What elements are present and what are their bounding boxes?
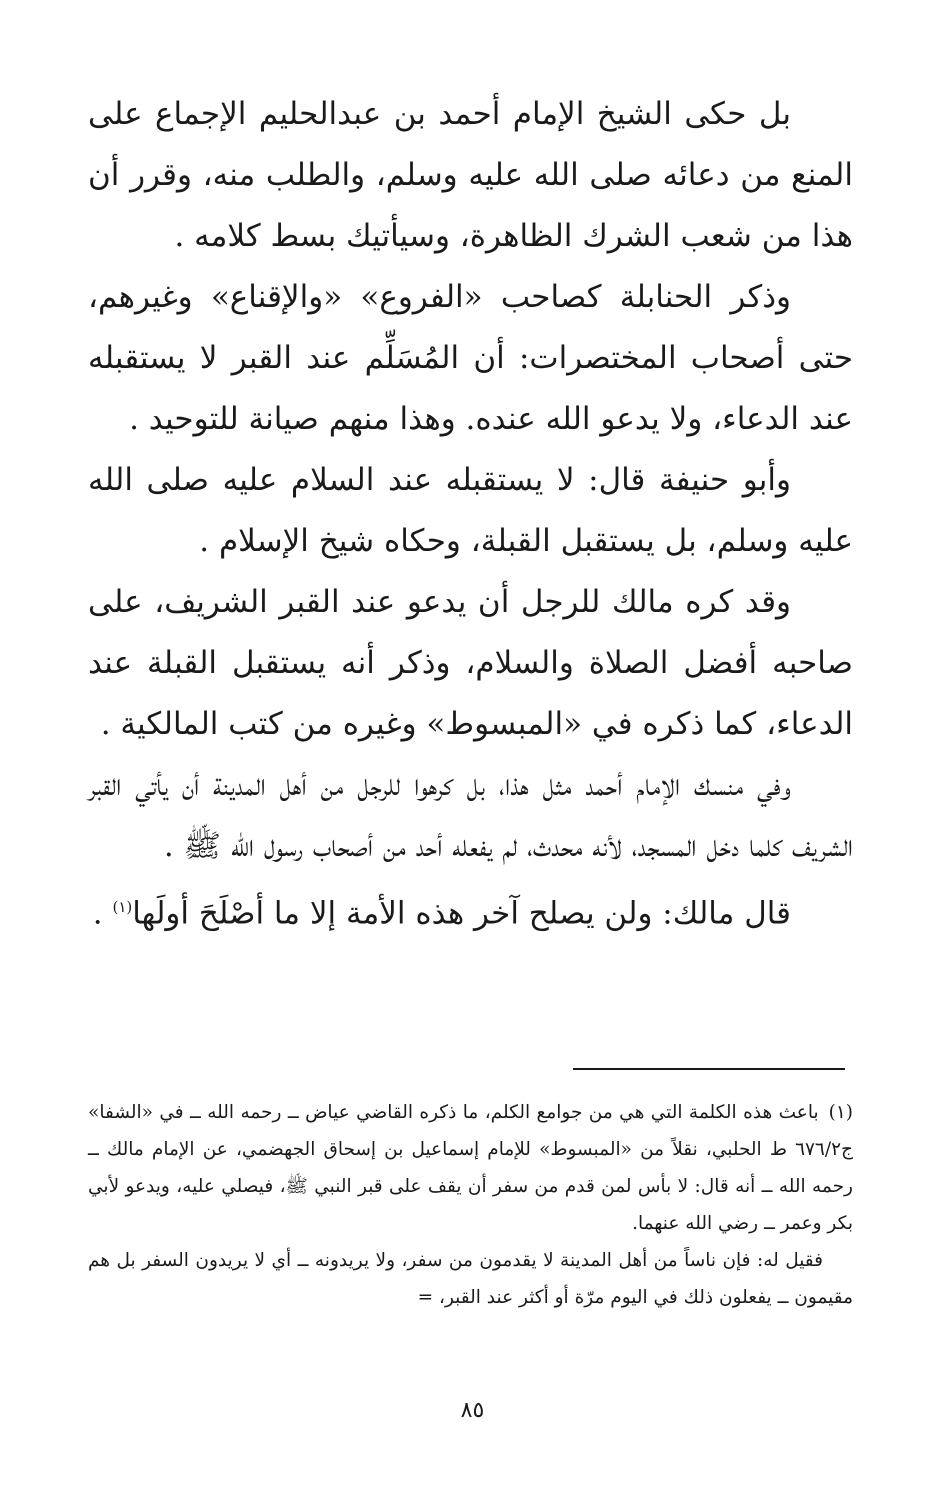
paragraph: وفي منسك الإمام أحمد مثل هذا، بل كرهوا للرجل من أهل المدينة أن يأتي القبر الشريف كلما دخل المسجد، لأنه محدث، لم يفعله أحد من أصحاب رسول الله ﷺ .: [88, 767, 853, 864]
footnote-text: باعث هذه الكلمة التي هي من جوامع الكلم، ما ذكره القاضي عياض ــ رحمه الله ــ في «الشفا» ج٦٧٦/٢ ط الحلبي، نقلاً من «المبسوط» للإمام إسماعيل بن إسحاق الجهضمي، عن الإمام مالك ــ رحمه الله ــ أنه قال: لا بأس لمن قدم من سفر أن يقف على قبر النبي ﷺ، فيصلي عليه، ويدعو لأبي بكر وعمر ــ رضي الله عنهما.: [88, 1102, 853, 1234]
footnote: [88, 1094, 853, 1242]
footnotes: [88, 1094, 853, 1316]
paragraph: وذكر الحنابلة كصاحب «الفروع» «والإقناع» وغيرهم، حتى أصحاب المختصرات: أن المُسَلِّم عند القبر لا يستقبله عند الدعاء، ولا يدعو الله عنده. وهذا منهم صيانة للتوحيد .: [88, 279, 853, 437]
footnote-continuation: فقيل له: فإن ناساً من أهل المدينة لا يقدمون من سفر، ولا يريدونه ــ أي لا يريدون السفر بل هم مقيمون ــ يفعلون ذلك في اليوم مرّة أو أكثر عند القبر، =: [88, 1250, 853, 1308]
main-text: [88, 84, 853, 944]
footnote-number: (١): [828, 1102, 853, 1123]
footnote-separator: [573, 1068, 845, 1070]
quote-text: قال مالك: ولن يصلح آخر هذه الأمة إلا ما أصْلَحَ أولَها: [132, 895, 791, 932]
malik-quote: [88, 877, 853, 944]
quote-end: .: [92, 895, 113, 932]
paragraph: بل حكى الشيخ الإمام أحمد بن عبدالحليم الإجماع على المنع من دعائه صلى الله عليه وسلم، والطلب منه، وقرر أن هذا من شعب الشرك الظاهرة، وسيأتيك بسط كلامه .: [88, 96, 853, 254]
page-number: ٨٥: [460, 1398, 485, 1423]
paragraph: وأبو حنيفة قال: لا يستقبله عند السلام عليه صلى الله عليه وسلم، بل يستقبل القبلة، وحكاه شيخ الإسلام .: [88, 462, 853, 559]
paragraph: وقد كره مالك للرجل أن يدعو عند القبر الشريف، على صاحبه أفضل الصلاة والسلام، وذكر أنه يستقبل القبلة عند الدعاء، كما ذكره في «المبسوط» وغيره من كتب المالكية .: [88, 584, 853, 742]
footnote-reference: (١): [112, 898, 133, 916]
